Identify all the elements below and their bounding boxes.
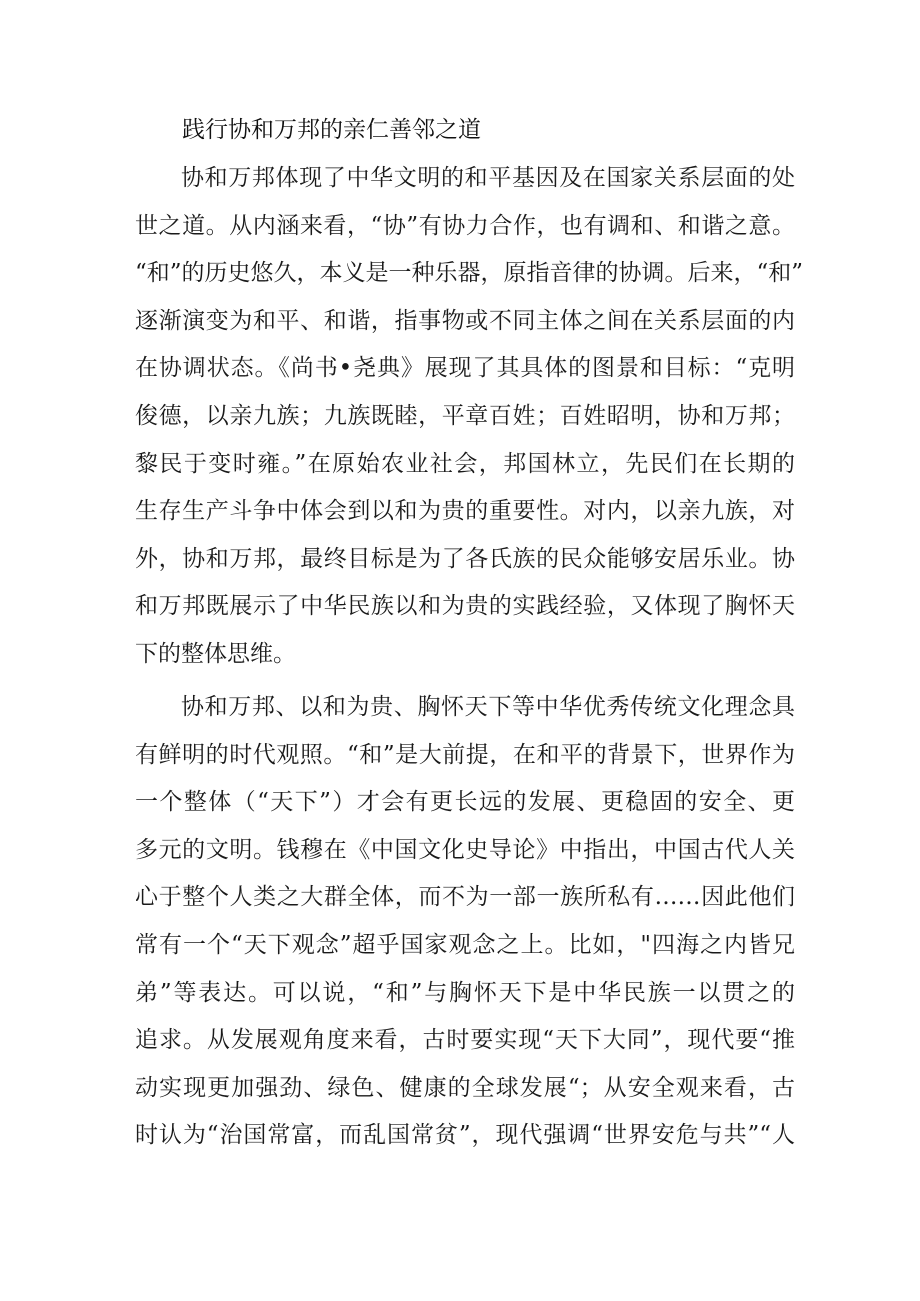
paragraph-line: 协和万邦、以和为贵、胸怀天下等中华优秀传统文化理念具 <box>181 694 795 720</box>
paragraph-line: 俊德，以亲九族；九族既睦，平章百姓；百姓昭明，协和万邦； <box>135 402 795 429</box>
paragraph-line: 动实现更加强劲、绿色、健康的全球发展“；从安全观来看，古 <box>135 1074 795 1101</box>
paragraph-line: 有鲜明的时代观照。“和”是大前提，在和平的背景下，世界作为 <box>135 741 795 768</box>
paragraph-line: 时认为“治国常富，而乱国常贫”，现代强调“世界安危与共”“人 <box>135 1122 795 1149</box>
paragraph-line: 黎民于变时雍。”在原始农业社会，邦国林立，先民们在长期的 <box>135 450 795 477</box>
document-title: 践行协和万邦的亲仁善邻之道 <box>182 117 481 143</box>
paragraph-line: 下的整体思维。 <box>135 640 296 667</box>
paragraph-line: 和万邦既展示了中华民族以和为贵的实践经验，又体现了胸怀天 <box>135 593 795 620</box>
paragraph-line: 心于整个人类之大群全体，而不为一部一族所私有……因此他们 <box>135 884 795 911</box>
paragraph-1 <box>135 155 804 679</box>
paragraph-line: 生存生产斗争中体会到以和为贵的重要性。对内，以亲九族，对 <box>135 498 795 525</box>
paragraph-2 <box>135 684 795 1160</box>
paragraph-line: 世之道。从内涵来看，“协”有协力合作，也有调和、和谐之意。 <box>135 212 795 239</box>
paragraph-line: 逐渐演变为和平、和谐，指事物或不同主体之间在关系层面的内 <box>135 307 795 334</box>
paragraph-line: 协和万邦体现了中华文明的和平基因及在国家关系层面的处 <box>181 165 795 191</box>
paragraph-line: 弟”等表达。可以说，“和”与胸怀天下是中华民族一以贯之的 <box>135 979 795 1006</box>
paragraph-line: 常有一个“天下观念”超乎国家观念之上。比如，"四海之内皆兄 <box>135 931 795 958</box>
paragraph-line: 多元的文明。钱穆在《中国文化史导论》中指出，中国古代人关 <box>135 836 795 863</box>
paragraph-line: 在协调状态。《尚书•尧典》展现了其具体的图景和目标：“克明 <box>135 355 795 382</box>
paragraph-line: 一个整体（“天下”）才会有更长远的发展、更稳固的安全、更 <box>135 789 795 816</box>
paragraph-line: 追求。从发展观角度来看，古时要实现“天下大同”，现代要“推 <box>135 1027 795 1054</box>
paragraph-line: 外，协和万邦，最终目标是为了各氏族的民众能够安居乐业。协 <box>135 545 795 572</box>
paragraph-line: “和”的历史悠久，本义是一种乐器，原指音律的协调。后来，“和” <box>135 260 804 287</box>
